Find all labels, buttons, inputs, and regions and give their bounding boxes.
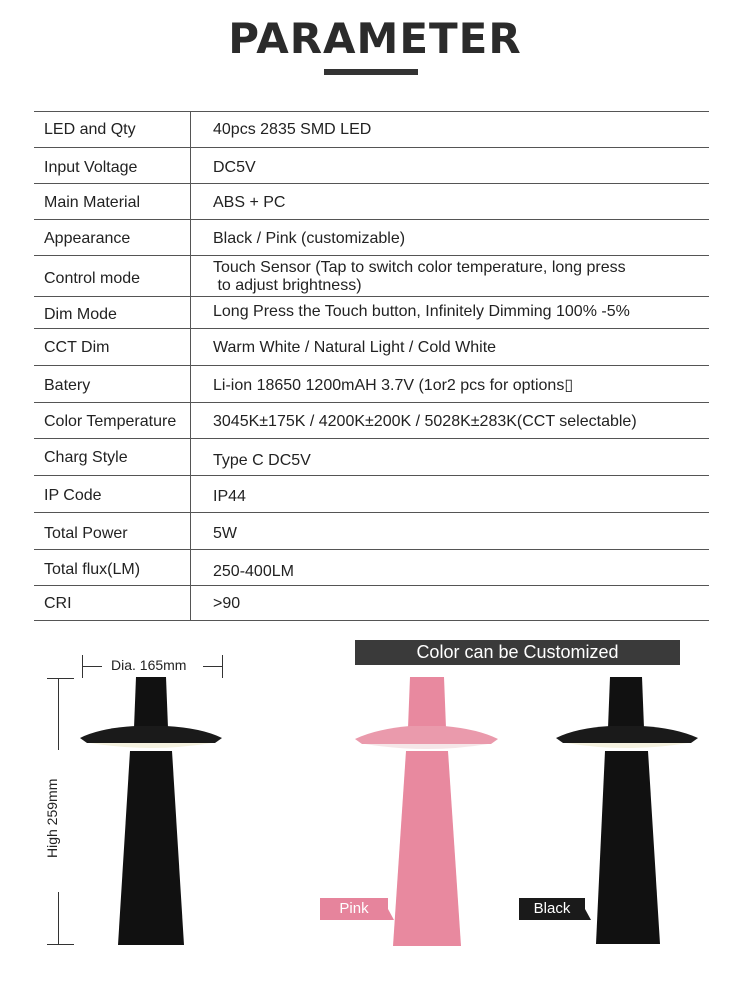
title-underline: [324, 69, 418, 75]
table-row: [34, 365, 709, 402]
param-value: 5W: [213, 525, 237, 542]
param-value: 40pcs 2835 SMD LED: [213, 121, 372, 138]
table-row: [34, 219, 709, 255]
height-label: High 259mm: [44, 778, 60, 858]
lamp-illustrations: [0, 620, 750, 1000]
param-key: CCT Dim: [44, 339, 110, 356]
table-row: [34, 475, 709, 512]
param-value: Long Press the Touch button, Infinitely Dimming 100% -5%: [213, 303, 630, 320]
param-key: Color Temperature: [44, 413, 177, 430]
param-value: >90: [213, 595, 241, 612]
param-value: ABS + PC: [213, 194, 286, 211]
param-key: Main Material: [44, 194, 141, 211]
param-value: 250-400LM: [213, 563, 294, 580]
param-key: IP Code: [44, 487, 102, 504]
param-value: DC5V: [213, 159, 256, 176]
table-row: [34, 585, 709, 621]
param-key: Total Power: [44, 525, 128, 542]
table-row: [34, 296, 709, 328]
param-value: 3045K±175K / 4200K±200K / 5028K±283K(CCT selectable): [213, 413, 637, 430]
param-key: Batery: [44, 377, 91, 394]
table-row: [34, 255, 709, 296]
table-row: [34, 402, 709, 438]
black-color-tag: Black: [519, 898, 585, 920]
table-row: [34, 147, 709, 183]
parameter-table: [34, 111, 709, 621]
param-key: Control mode: [44, 270, 141, 287]
customize-banner: Color can be Customized: [355, 640, 680, 665]
table-row: [34, 183, 709, 219]
param-value-line2: to adjust brightness): [213, 277, 362, 294]
table-row: [34, 111, 709, 147]
param-value-line1: Touch Sensor (Tap to switch color temperature, long press: [213, 259, 626, 276]
param-value: Warm White / Natural Light / Cold White: [213, 339, 497, 356]
param-value: Black / Pink (customizable): [213, 230, 406, 247]
param-key: Charg Style: [44, 449, 128, 466]
param-key: LED and Qty: [44, 121, 136, 138]
page-title: PARAMETER: [228, 14, 522, 63]
param-key: Appearance: [44, 230, 131, 247]
param-value: Li-ion 18650 1200mAH 3.7V (1or2 pcs for options▯: [213, 377, 574, 394]
diameter-label: Dia. 165mm: [111, 657, 187, 673]
param-value: IP44: [213, 488, 246, 505]
param-key: Input Voltage: [44, 159, 138, 176]
table-row: [34, 438, 709, 475]
table-row: [34, 512, 709, 549]
lamp-black-dimension: [80, 677, 222, 945]
param-key: Total flux(LM): [44, 561, 141, 578]
param-value: Type C DC5V: [213, 452, 311, 469]
table-row: [34, 549, 709, 585]
pink-color-tag: Pink: [320, 898, 388, 920]
table-row: [34, 328, 709, 365]
param-value: [213, 259, 626, 295]
param-key: Dim Mode: [44, 306, 117, 323]
param-key: CRI: [44, 595, 72, 612]
